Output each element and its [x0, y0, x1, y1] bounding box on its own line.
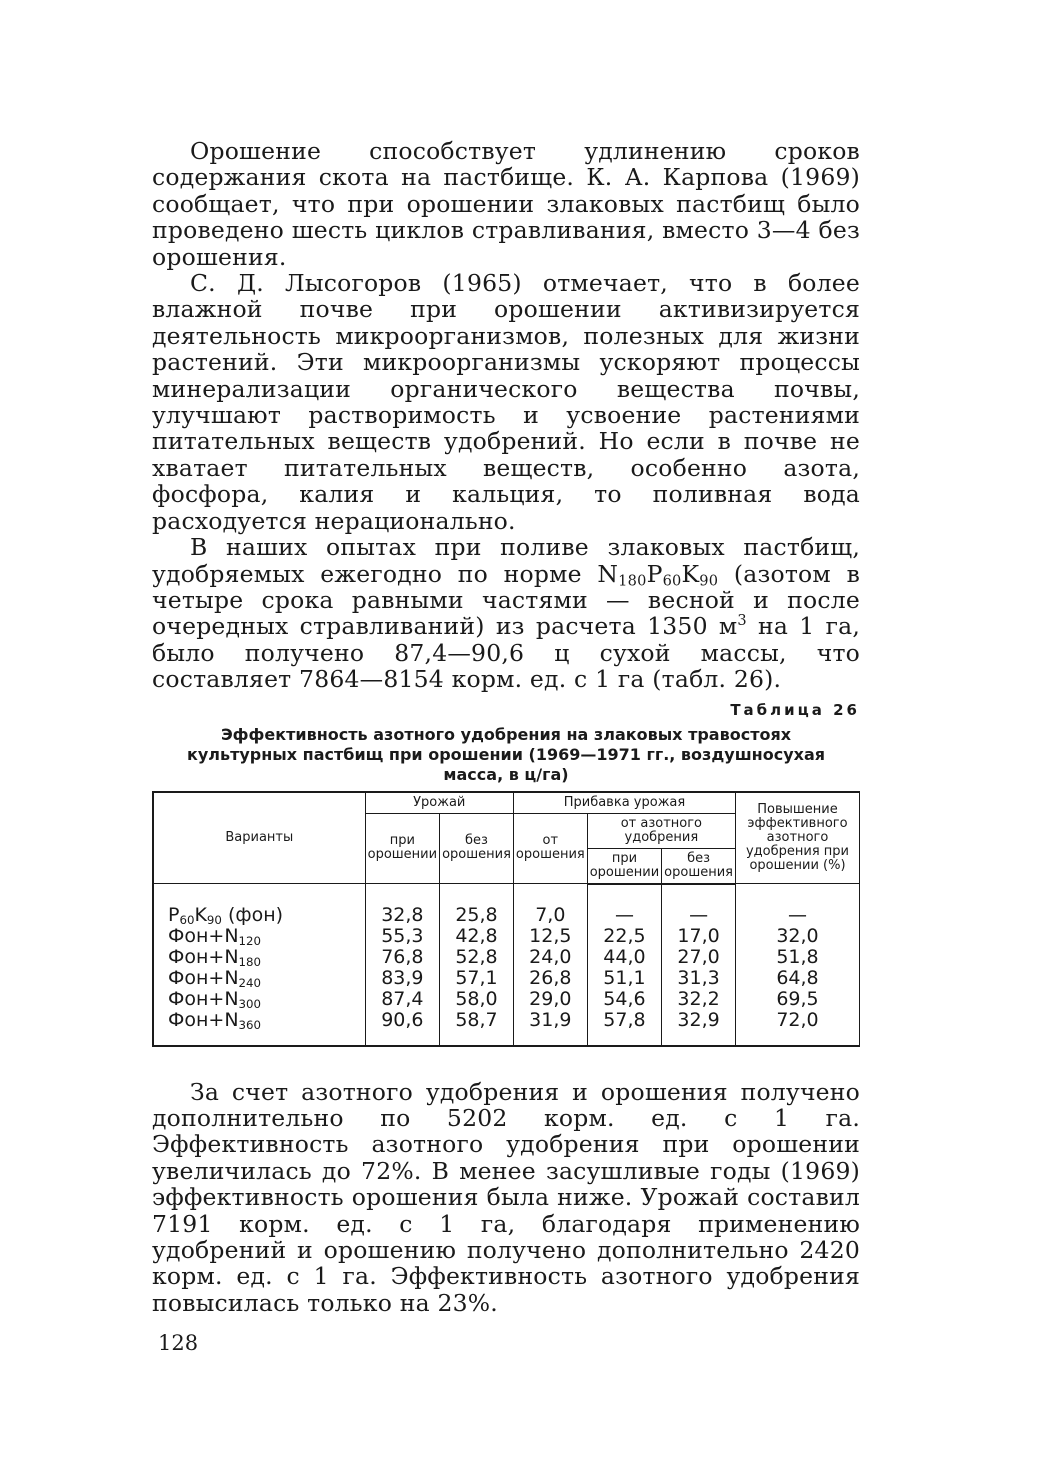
cell-n-irrig: — [587, 905, 661, 926]
cell-efficiency: 69,5 [736, 989, 860, 1010]
page-number: 128 [158, 1331, 199, 1355]
cell-from-irrig: 29,0 [513, 989, 587, 1010]
row-variant: $Фон+N_{360}$ [153, 1010, 365, 1031]
row-variant: $P_{60}K_{90}$ (фон) [153, 905, 365, 926]
header-from-nitrogen: от азотного удобрения [587, 813, 735, 848]
header-efficiency: Повышение эффективного азотного удобрения при орошении (%) [736, 792, 860, 884]
cell-n-irrig: 22,5 [587, 926, 661, 947]
cell-n-no-irrig: 31,3 [662, 968, 736, 989]
cell-from-irrig: 12,5 [513, 926, 587, 947]
cell-efficiency: 51,8 [736, 947, 860, 968]
cell-n-no-irrig: — [662, 905, 736, 926]
table-title: Эффективность азотного удобрения на злаковых травостоях культурных пастбищ при орошении (1969—1971 гг., воздушносухая масса, в ц/га) [186, 724, 826, 784]
cell-efficiency: 32,0 [736, 926, 860, 947]
row-variant: $Фон+N_{300}$ [153, 989, 365, 1010]
cell-yield-irrig: 83,9 [365, 968, 439, 989]
header-n-irrig: при орошении [587, 848, 661, 884]
cell-yield-no-irrig: 58,0 [440, 989, 514, 1010]
cell-n-irrig: 57,8 [587, 1010, 661, 1031]
cell-yield-no-irrig: 58,7 [440, 1010, 514, 1031]
cell-efficiency: 64,8 [736, 968, 860, 989]
paragraph-microorganisms: С. Д. Лысогоров (1965) отмечает, что в более влажной почве при орошении активизируется деятельность микроорганизмов, полезных для жизни растений. Эти микроорганизмы ускоряют процессы минерализации органического вещества почвы, улучшают растворимость и усвоение растениями питательных веществ удобрений. Но если в почве не хватает питательных веществ, особенно азота, фосфора, калия и кальция, то поливная вода расходуется нерационально. [152, 269, 860, 535]
header-yield: Урожай [365, 792, 513, 814]
cell-n-no-irrig: 32,2 [662, 989, 736, 1010]
table-row [153, 1010, 860, 1031]
cell-yield-irrig: 55,3 [365, 926, 439, 947]
cell-yield-irrig: 76,8 [365, 947, 439, 968]
page-body [152, 138, 860, 1316]
cell-n-no-irrig: 17,0 [662, 926, 736, 947]
cell-from-irrig: 26,8 [513, 968, 587, 989]
row-variant: $Фон+N_{120}$ [153, 926, 365, 947]
paragraph-results: За счет азотного удобрения и орошения получено дополнительно по 5202 корм. ед. с 1 га. Эффективность азотного удобрения при орошении увеличилась до 72%. В менее засушливые годы (1969) эффективность орошения была ниже. Урожай составил 7191 корм. ед. с 1 га, благодаря применению удобрений и орошению получено дополнительно 2420 корм. ед. с 1 га. Эффективность азотного удобрения повысилась только на 23%. [152, 1077, 860, 1317]
cell-n-no-irrig: 27,0 [662, 947, 736, 968]
row-variant: $Фон+N_{180}$ [153, 947, 365, 968]
cell-n-irrig: 54,6 [587, 989, 661, 1010]
table-row [153, 947, 860, 968]
cell-n-irrig: 44,0 [587, 947, 661, 968]
table-row [153, 926, 860, 947]
cell-yield-no-irrig: 25,8 [440, 905, 514, 926]
cell-yield-no-irrig: 57,1 [440, 968, 514, 989]
header-n-no-irrig: без орошения [662, 848, 736, 884]
cell-efficiency: — [736, 905, 860, 926]
header-yield-irrig: при орошении [365, 813, 439, 884]
header-variants: Варианты [153, 792, 365, 884]
header-increase: Прибавка урожая [513, 792, 735, 814]
table-label: Таблица 26 [730, 700, 860, 719]
cell-efficiency: 72,0 [736, 1010, 860, 1031]
cell-from-irrig: 7,0 [513, 905, 587, 926]
cell-yield-no-irrig: 52,8 [440, 947, 514, 968]
table-row [153, 905, 860, 926]
row-variant: $Фон+N_{240}$ [153, 968, 365, 989]
cell-n-no-irrig: 32,9 [662, 1010, 736, 1031]
cell-from-irrig: 31,9 [513, 1010, 587, 1031]
cell-yield-no-irrig: 42,8 [440, 926, 514, 947]
table-row [153, 968, 860, 989]
header-yield-no-irrig: без орошения [440, 813, 514, 884]
table-row [153, 989, 860, 1010]
cell-n-irrig: 51,1 [587, 968, 661, 989]
cell-yield-irrig: 32,8 [365, 905, 439, 926]
data-table [152, 791, 860, 1047]
paragraph-experiment: В наших опытах при поливе злаковых пастбищ, удобряемых ежегодно по норме $N_{180}P_{60}K_{90}$ (азотом в четыре срока равными частями — весной и после очередных стравливаний) из расчета 1350 $м^3$ на 1 га, было получено 87,4—90,6 ц сухой массы, что составляет 7864—8154 корм. ед. с 1 га (табл. 26). [152, 533, 860, 694]
header-from-irrig: от орошения [513, 813, 587, 884]
cell-from-irrig: 24,0 [513, 947, 587, 968]
cell-yield-irrig: 90,6 [365, 1010, 439, 1031]
paragraph-irrigation-grazing: Орошение способствует удлинению сроков содержания скота на пастбище. К. А. Карпова (1969) сообщает, что при орошении злаковых пастбищ было проведено шесть циклов стравливания, вместо 3—4 без орошения. [152, 137, 860, 271]
cell-yield-irrig: 87,4 [365, 989, 439, 1010]
